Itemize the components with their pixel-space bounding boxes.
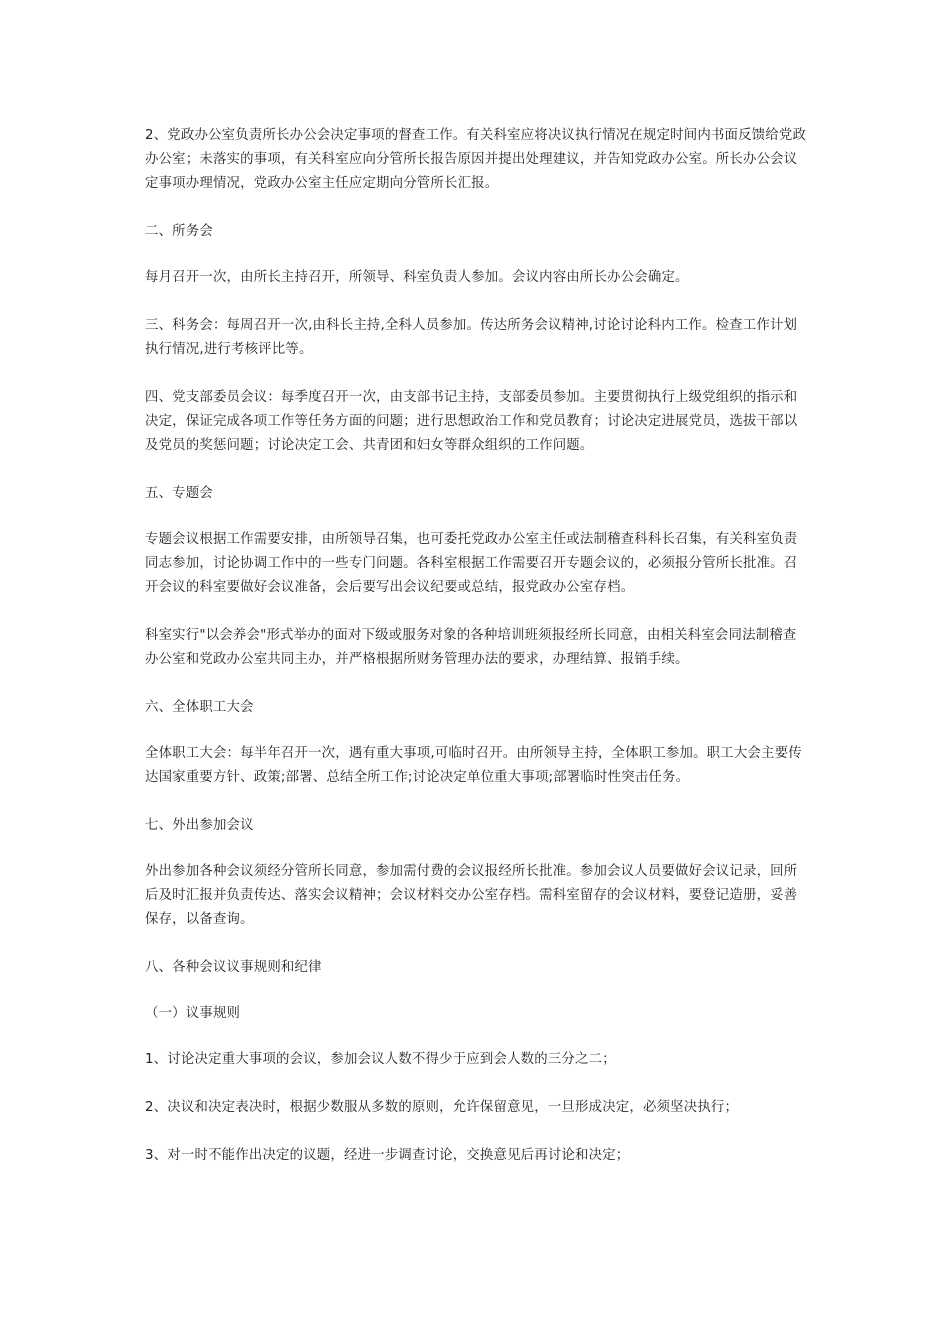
heading-special-meeting: 五、专题会 [145, 486, 213, 501]
list-item-rule-3: 3、对一时不能作出决定的议题，经进一步调查讨论，交换意见后再讨论和决定； [145, 1148, 630, 1163]
paragraph-office-meeting: 每月召开一次，由所长主持召开，所领导、科室负责人参加。会议内容由所长办公会确定。 [145, 270, 689, 285]
paragraph-external-meeting: 外出参加各种会议须经分管所长同意，参加需付费的会议报经所长批准。参加会议人员要做好会议记录，回所后及时汇报并负责传达、落实会议精神；会议材料交办公室存档。需科室留存的会议材料，要登记造册，妥善保存，以备查询。 [145, 864, 798, 927]
paragraph-party-committee: 四、党支部委员会议：每季度召开一次，由支部书记主持，支部委员参加。主要贯彻执行上级党组织的指示和决定，保证完成各项工作等任务方面的问题；进行思想政治工作和党员教育；讨论决定进展党员，选拔干部以及党员的奖惩问题；讨论决定工会、共青团和妇女等群众组织的工作问题。 [145, 390, 798, 453]
heading-external-meeting: 七、外出参加会议 [145, 818, 254, 833]
heading-rules-subsection: （一）议事规则 [145, 1006, 241, 1021]
heading-office-meeting: 二、所务会 [145, 224, 213, 239]
document-body [145, 124, 810, 1192]
list-item-rule-1: 1、讨论决定重大事项的会议，参加会议人数不得少于应到会人数的三分之二； [145, 1052, 616, 1067]
heading-meeting-rules: 八、各种会议议事规则和纪律 [145, 960, 322, 975]
paragraph-section-meeting: 三、科务会：每周召开一次,由科长主持,全科人员参加。传达所务会议精神,讨论讨论科内工作。检查工作计划执行情况,进行考核评比等。 [145, 318, 798, 357]
heading-staff-assembly: 六、全体职工大会 [145, 700, 254, 715]
list-item-rule-2: 2、决议和决定表决时，根据少数服从多数的原则，允许保留意见，一旦形成决定，必须坚决执行； [145, 1100, 739, 1115]
paragraph-supervision: 2、党政办公室负责所长办公会决定事项的督查工作。有关科室应将决议执行情况在规定时间内书面反馈给党政办公室；未落实的事项，有关科室应向分管所长报告原因并提出处理建议，并告知党政办公室。所长办公会议定事项办理情况，党政办公室主任应定期向分管所长汇报。 [145, 128, 807, 191]
paragraph-staff-assembly: 全体职工大会：每半年召开一次，遇有重大事项,可临时召开。由所领导主持，全体职工参加。职工大会主要传达国家重要方针、政策;部署、总结全所工作;讨论决定单位重大事项;部署临时性突击任务。 [145, 746, 802, 785]
paragraph-special-meeting: 专题会议根据工作需要安排，由所领导召集，也可委托党政办公室主任或法制稽查科科长召集，有关科室负责同志参加，讨论协调工作中的一些专门问题。各科室根据工作需要召开专题会议的，必须报分管所长批准。召开会议的科室要做好会议准备，会后要写出会议纪要或总结，报党政办公室存档。 [145, 532, 798, 595]
paragraph-training: 科室实行"以会养会"形式举办的面对下级或服务对象的各种培训班须报经所长同意，由相关科室会同法制稽查办公室和党政办公室共同主办，并严格根据所财务管理办法的要求，办理结算、报销手续。 [145, 628, 797, 667]
